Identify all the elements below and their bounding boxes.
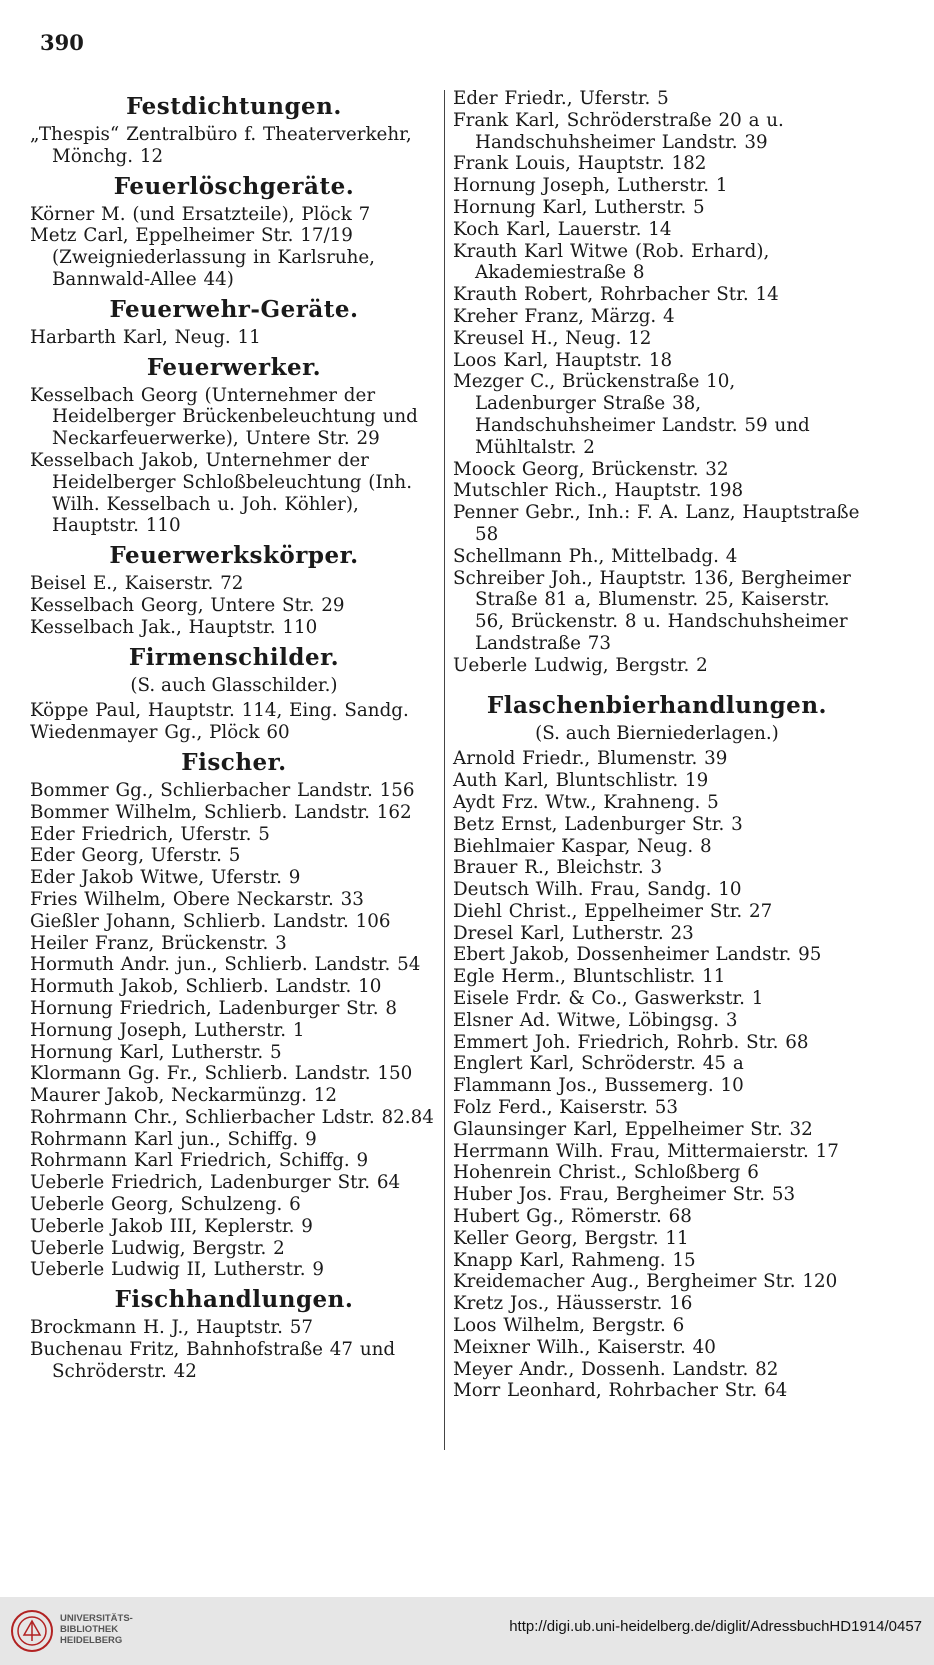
source-url-link[interactable]: http://digi.ub.uni-heidelberg.de/diglit/AdressbuchHD1914/0457: [509, 1618, 922, 1635]
directory-entry: Arnold Friedr., Blumenstr. 39: [453, 748, 728, 770]
directory-entry: Herrmann Wilh. Frau, Mittermaierstr. 17: [453, 1140, 839, 1162]
directory-entry: Kreusel H., Neug. 12: [453, 327, 652, 349]
directory-entry: Meixner Wilh., Kaiserstr. 40: [453, 1336, 716, 1358]
directory-entry: Loos Wilhelm, Bergstr. 6: [453, 1315, 685, 1337]
directory-entry: Koch Karl, Lauerstr. 14: [453, 218, 672, 240]
section-heading: Feuerwerker.: [146, 353, 322, 381]
directory-entry: Keller Georg, Bergstr. 11: [453, 1227, 689, 1249]
directory-entry: Hornung Joseph, Lutherstr. 1: [453, 175, 728, 197]
directory-entry: Meyer Andr., Dossenh. Landstr. 82: [453, 1358, 779, 1380]
section-heading: Feuerlöschgeräte.: [113, 172, 355, 200]
directory-entry: Heiler Franz, Brückenstr. 3: [30, 932, 287, 954]
directory-entry: Diehl Christ., Eppelheimer Str. 27: [453, 900, 773, 922]
directory-entry: Rohrmann Chr., Schlierbacher Ldstr. 82.84: [30, 1106, 434, 1128]
directory-entry: Eder Georg, Uferstr. 5: [30, 845, 241, 867]
directory-entry: Glaunsinger Karl, Eppelheimer Str. 32: [453, 1118, 813, 1140]
directory-entry: Hormuth Andr. jun., Schlierb. Landstr. 54: [30, 954, 421, 976]
directory-entry: Metz Carl, Eppelheimer Str. 17/19 (Zweigniederlassung in Karlsruhe, Bannwald-Allee 44): [30, 225, 375, 290]
directory-entry: Ueberle Ludwig, Bergstr. 2: [453, 654, 708, 676]
library-name: [60, 1613, 133, 1646]
directory-entry: Ueberle Ludwig, Bergstr. 2: [30, 1237, 285, 1259]
section-heading: Fischer.: [181, 748, 287, 776]
directory-entry: Köppe Paul, Hauptstr. 114, Eing. Sandg.: [30, 700, 409, 722]
directory-entry: Penner Gebr., Inh.: F. A. Lanz, Hauptstraße 58: [453, 502, 860, 545]
directory-entry: Hornung Joseph, Lutherstr. 1: [30, 1019, 305, 1041]
library-name-line: HEIDELBERG: [60, 1635, 123, 1646]
library-name-line: BIBLIOTHEK: [60, 1624, 119, 1635]
directory-entry: Kretz Jos., Häusserstr. 16: [453, 1293, 693, 1315]
directory-entry: Frank Louis, Hauptstr. 182: [453, 153, 707, 175]
directory-entry: Biehlmaier Kaspar, Neug. 8: [453, 835, 712, 857]
directory-entry: Körner M. (und Ersatzteile), Plöck 7: [30, 203, 371, 225]
directory-entry: Egle Herm., Bluntschlistr. 11: [453, 966, 726, 988]
directory-entry: Flammann Jos., Bussemerg. 10: [453, 1075, 744, 1097]
directory-entry: Elsner Ad. Witwe, Löbingsg. 3: [453, 1009, 738, 1031]
directory-entry: Buchenau Fritz, Bahnhofstraße 47 und Schröderstr. 42: [30, 1339, 396, 1382]
directory-entry: Ueberle Ludwig II, Lutherstr. 9: [30, 1259, 324, 1281]
directory-entry: „Thespis“ Zentralbüro f. Theaterverkehr, Mönchg. 12: [30, 124, 412, 167]
section-heading: Festdichtungen.: [126, 93, 342, 120]
directory-entry: Eder Friedrich, Uferstr. 5: [30, 823, 270, 845]
section-heading: Fischhandlungen.: [114, 1286, 354, 1314]
directory-entry: Bommer Wilhelm, Schlierb. Landstr. 162: [30, 801, 412, 823]
directory-entry: Kreher Franz, Märzg. 4: [453, 305, 675, 327]
directory-entry: Ebert Jakob, Dossenheimer Landstr. 95: [453, 944, 822, 966]
page-number: 390: [40, 30, 84, 55]
directory-entry: Maurer Jakob, Neckarmünzg. 12: [30, 1085, 338, 1107]
directory-entry: Aydt Frz. Wtw., Krahneng. 5: [453, 791, 719, 813]
section-heading: Firmenschilder.: [128, 643, 340, 671]
directory-entry: Kesselbach Georg, Untere Str. 29: [30, 594, 345, 616]
directory-entry: Krauth Karl Witwe (Rob. Erhard), Akademiestraße 8: [453, 240, 770, 284]
directory-entry: Hornung Karl, Lutherstr. 5: [30, 1041, 282, 1063]
directory-entry: Englert Karl, Schröderstr. 45 a: [453, 1053, 744, 1075]
directory-entry: Kesselbach Georg (Unternehmer der Heidelberger Brückenbeleuchtung und Neckarfeuerwerke), Untere Str. 29: [30, 384, 418, 450]
directory-entry: Dresel Karl, Lutherstr. 23: [453, 922, 694, 944]
directory-entry: Knapp Karl, Rahmeng. 15: [453, 1249, 696, 1271]
directory-entry: Kesselbach Jakob, Unternehmer der Heidelberger Schloßbeleuchtung (Inh. Wilh. Kesselbach u. Joh. Köhler), Hauptstr. 110: [30, 449, 413, 537]
directory-entry: Brauer R., Bleichstr. 3: [453, 857, 663, 879]
directory-entry: Klormann Gg. Fr., Schlierb. Landstr. 150: [30, 1063, 413, 1085]
directory-entry: Schellmann Ph., Mittelbadg. 4: [453, 545, 738, 567]
directory-entry: Ueberle Georg, Schulzeng. 6: [30, 1194, 301, 1216]
section-note: (S. auch Glasschilder.): [130, 674, 338, 696]
university-seal-icon: [10, 1609, 54, 1653]
directory-entry: Brockmann H. J., Hauptstr. 57: [30, 1317, 314, 1339]
directory-entry: Deutsch Wilh. Frau, Sandg. 10: [453, 879, 742, 901]
section-heading: Flaschenbierhandlungen.: [486, 691, 828, 719]
directory-entry: Ueberle Friedrich, Ladenburger Str. 64: [30, 1172, 401, 1194]
section-heading: Feuerwerkskörper.: [109, 542, 359, 570]
directory-entry: Wiedenmayer Gg., Plöck 60: [30, 722, 290, 744]
directory-entry: Folz Ferd., Kaiserstr. 53: [453, 1097, 679, 1119]
directory-entry: Mutschler Rich., Hauptstr. 198: [453, 480, 744, 502]
directory-entry: Moock Georg, Brückenstr. 32: [453, 458, 729, 480]
directory-entry: Rohrmann Karl jun., Schiffg. 9: [30, 1128, 317, 1150]
directory-entry: Hornung Friedrich, Ladenburger Str. 8: [30, 997, 398, 1019]
directory-entry: Gießler Johann, Schlierb. Landstr. 106: [30, 910, 391, 932]
directory-entry: Morr Leonhard, Rohrbacher Str. 64: [453, 1380, 788, 1402]
section-gap: [453, 677, 861, 687]
directory-entry: Eisele Frdr. & Co., Gaswerkstr. 1: [453, 988, 764, 1010]
directory-entry: Hornung Karl, Lutherstr. 5: [453, 196, 705, 218]
directory-entry: Schreiber Joh., Hauptstr. 136, Bergheimer Straße 81 a, Blumenstr. 25, Kaiserstr. 56, Brückenstr. 8 u. Handschuhsheimer Landstraße 73: [453, 567, 851, 654]
directory-entry: Eder Friedr., Uferstr. 5: [453, 88, 669, 109]
directory-entry: Betz Ernst, Ladenburger Str. 3: [453, 813, 743, 835]
directory-entry: Mezger C., Brückenstraße 10, Ladenburger Straße 38, Handschuhsheimer Landstr. 59 und Mühltalstr. 2: [453, 371, 810, 458]
directory-entry: Bommer Gg., Schlierbacher Landstr. 156: [30, 779, 415, 801]
directory-entry: Frank Karl, Schröderstraße 20 a u. Handschuhsheimer Landstr. 39: [453, 109, 784, 153]
directory-entry: Kreidemacher Aug., Bergheimer Str. 120: [453, 1271, 838, 1293]
directory-entry: Emmert Joh. Friedrich, Rohrb. Str. 68: [453, 1031, 809, 1053]
footer-bar: [0, 1597, 934, 1665]
directory-entry: Beisel E., Kaiserstr. 72: [30, 573, 244, 595]
library-name-line: UNIVERSITÄTS-: [60, 1613, 133, 1624]
directory-entry: Auth Karl, Bluntschlistr. 19: [453, 770, 709, 792]
directory-entry: Hormuth Jakob, Schlierb. Landstr. 10: [30, 976, 382, 998]
column-divider: [444, 90, 445, 1450]
right-column: [453, 88, 861, 1402]
section-note: (S. auch Bierniederlagen.): [535, 722, 779, 744]
directory-entry: Eder Jakob Witwe, Uferstr. 9: [30, 867, 301, 889]
directory-entry: Ueberle Jakob III, Keplerstr. 9: [30, 1215, 313, 1237]
section-heading: Feuerwehr-Geräte.: [109, 295, 359, 323]
directory-entry: Rohrmann Karl Friedrich, Schiffg. 9: [30, 1150, 369, 1172]
directory-entry: Harbarth Karl, Neug. 11: [30, 326, 261, 348]
directory-entry: Loos Karl, Hauptstr. 18: [453, 349, 673, 371]
directory-entry: Huber Jos. Frau, Bergheimer Str. 53: [453, 1184, 796, 1206]
directory-entry: Kesselbach Jak., Hauptstr. 110: [30, 616, 318, 638]
directory-entry: Hubert Gg., Römerstr. 68: [453, 1206, 692, 1228]
directory-entry: Hohenrein Christ., Schloßberg 6: [453, 1162, 759, 1184]
directory-entry: Fries Wilhelm, Obere Neckarstr. 33: [30, 888, 364, 910]
left-column: [30, 88, 438, 1383]
directory-entry: Krauth Robert, Rohrbacher Str. 14: [453, 284, 779, 306]
